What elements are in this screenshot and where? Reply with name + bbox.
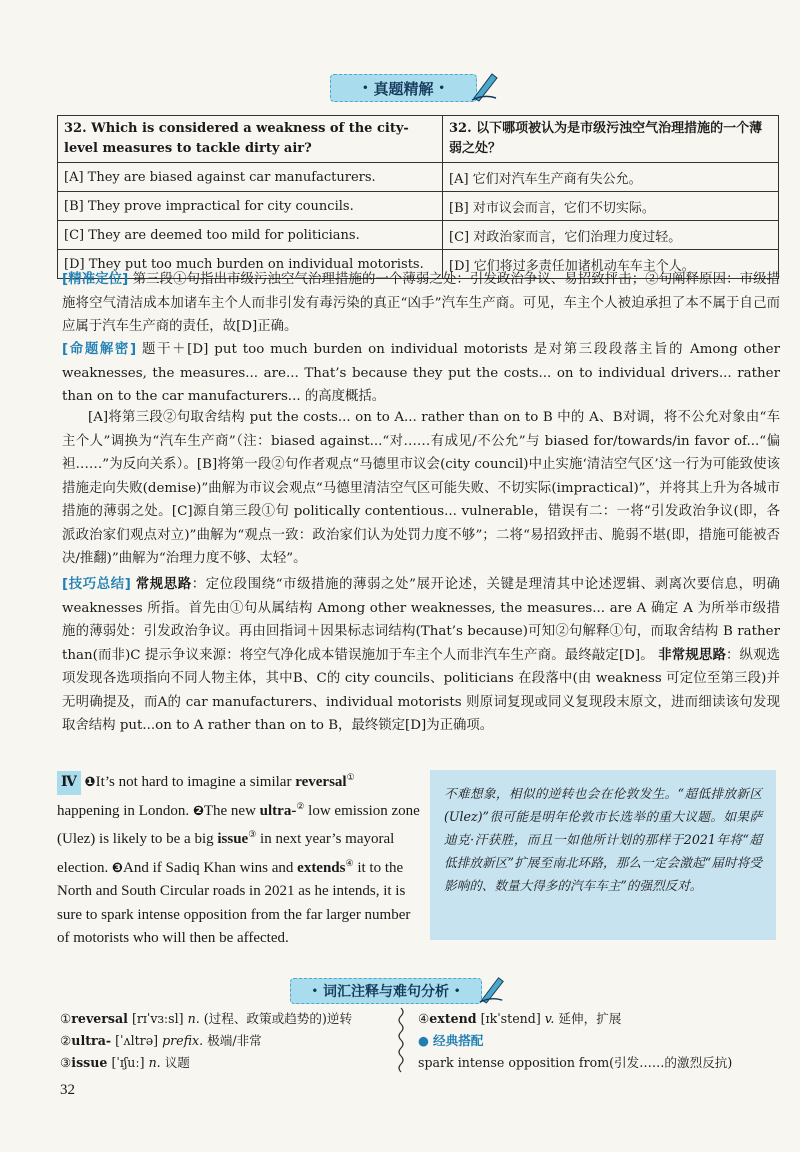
- vocab-title: 词汇注释与难句分析: [323, 984, 449, 1000]
- vocab-pos: n.: [187, 1011, 200, 1026]
- paragraph-numeral: Ⅳ: [57, 771, 81, 795]
- vocab-item: [418, 1008, 778, 1030]
- label-normal-approach: 常规思路: [135, 576, 192, 592]
- keyword-ultra: ultra-: [259, 802, 297, 819]
- question-en: 32. Which is considered a weakness of the city-level measures to tackle dirty air?: [58, 116, 443, 163]
- label-alt-approach: 非常规思路: [658, 646, 726, 663]
- option-b-en: [B] They prove impractical for city councils.: [58, 192, 443, 221]
- vocab-word: reversal: [71, 1011, 128, 1026]
- keyword-reversal: reversal: [295, 774, 347, 790]
- collocation-phrase: spark intense opposition from(引发……的激烈反抗): [418, 1055, 733, 1070]
- spiral-divider: [396, 1006, 406, 1076]
- tag-mingti: [命题解密]: [62, 342, 137, 357]
- table-row: [58, 221, 779, 250]
- page-number: 32: [60, 1082, 75, 1098]
- footnote-3: ③: [248, 829, 257, 839]
- sentence-3-text: And if Sadiq Khan wins and: [123, 859, 298, 876]
- vocab-def: (过程、政策或趋势的)逆转: [203, 1011, 353, 1026]
- vocab-def: 极端/非常: [207, 1033, 262, 1048]
- jiqiao-text-1: ：定位段围绕“市级措施的薄弱之处”展开论述，关键是理清其中论述逻辑、剥离次要信息，明确 weaknesses 所指。首先由①句从属结构 Among other weaknesses, the measures... are A 确定 A 为所举市级措施的薄弱处：引发政治争议。再由回指词＋因果标志词结构(That’s because)可知②句解释①句，而取舍结构 B rather than(而非)C 提示争议来源：将空气净化成本错误施加于车主个人而非汽车生产商。最终敲定[D]。: [62, 577, 780, 663]
- sentence-3-end: it to the North and South Circular roads in 2021 as he intends, it is sure to spark intense opposition from the far larger number of motorists who will then be affected.: [57, 859, 411, 946]
- question-table: [57, 115, 779, 279]
- footnote-1: ①: [346, 772, 355, 782]
- vocab-num: ②: [60, 1033, 72, 1048]
- keyword-issue: issue: [217, 831, 249, 847]
- sentence-2-text: The new: [203, 802, 260, 819]
- vocab-list-left: [60, 1008, 390, 1074]
- vocab-num: ①: [60, 1011, 72, 1026]
- sentence-1-end: happening in London.: [57, 802, 190, 819]
- table-row: [58, 192, 779, 221]
- pen-icon: [478, 972, 506, 1004]
- collocation-heading: [418, 1030, 778, 1052]
- section-title: 真题精解: [373, 79, 434, 98]
- option-a-zh: [A] 它们对汽车生产商有失公允。: [443, 163, 779, 192]
- table-row: [58, 163, 779, 192]
- footnote-2: ②: [296, 800, 305, 811]
- pen-icon: [470, 68, 500, 102]
- vocab-phonetic: [ˈɪʃuː]: [111, 1055, 145, 1070]
- option-d-zh: [D] 它们将过多责任加诸机动车车主个人。: [443, 250, 779, 279]
- vocab-phonetic: [ˈʌltrə]: [115, 1033, 159, 1048]
- jiqiao-text-2: ：纵观选项发现各选项指向不同人物主体，其中B、C的 city councils、politicians 在段落中(由 weakness 可定位至第三段)并无明确提及，而A的 car manufacturers、individual motorists 则原词复现或同义复现段末原文，进而细读该句发现取舍结构 put...on to A rather than on to B，最终锁定[D]为正确项。: [62, 647, 781, 733]
- option-a-en: [A] They are biased against car manufacturers.: [58, 163, 443, 192]
- vocab-item: [60, 1008, 390, 1030]
- vocab-phonetic: [rɪˈvɜːsl]: [131, 1011, 184, 1026]
- vocab-def: 延伸，扩展: [558, 1011, 622, 1026]
- mingti-paragraph-2: [62, 406, 780, 571]
- mingti-text-2: [A]将第三段②句取舍结构 put the costs... on to A... rather than on to B 中的 A、B对调，将不公允对象由“车主个人”调换为“汽车生产商”（注：biased against...“对……有成见/不公允”与 biased for/towards/in favor of...“偏袒……”为反向关系）。[B]将第一段②句作者观点“马德里市议会(city council)中止实施‘清洁空气区’这一行为可能致使该措施走向失败(demise)”曲解为市议会观点“马德里清洁空气区可能失败、不切实际(impractical)”，并将其上升为各城市措施的薄弱之处。[C]源自第三段①句 politically contentious... vulnerable，错误有二：一将“引发政治争议(即，各派政治家们观点对立)”曲解为“观点一致：政治家们认为处罚力度不够”；二将“易招致抨击、脆弱不堪(即，措施可能被否决/推翻)”曲解为“治理力度不够、太轻”。: [62, 410, 780, 566]
- vocab-num: ③: [60, 1055, 72, 1070]
- footnote-4: ④: [345, 857, 354, 868]
- sentence-2-end: in next year’s mayoral election.: [57, 831, 395, 876]
- section-banner: • 真题精解 •: [330, 74, 477, 102]
- bullet-icon: ●: [418, 1033, 429, 1048]
- mingti-text-1: 题干＋[D] put too much burden on individual motorists 是对第三段段落主旨的 Among other weaknesses, the measures... are... That’s because they put the costs... on to individual drivers... rather than on to the car manufacturers... 的高度概括。: [62, 342, 780, 404]
- jingzhun-text: 第三段①句指出市级污浊空气治理措施的一个薄弱之处：引发政治争议、易招致抨击；②句阐释原因：市级措施将空气清洁成本加诸车主个人而非引发有毒污染的真正“凶手”汽车生产商。可见，车主个人被迫承担了本不属于自己而应属于汽车生产商的责任，故[D]正确。: [62, 272, 780, 334]
- tag-jiqiao: [技巧总结]: [62, 577, 131, 592]
- analysis-jiqiao: [62, 573, 780, 738]
- option-c-en: [C] They are deemed too mild for politicians.: [58, 221, 443, 250]
- sentence-1-marker: ❶: [84, 775, 96, 790]
- sentence-3-marker: ❸: [111, 860, 123, 876]
- passage-english: [57, 766, 420, 956]
- analysis-mingti: [62, 338, 780, 409]
- sentence-2-marker: ❷: [192, 803, 204, 819]
- question-zh: 32. 以下哪项被认为是市级污浊空气治理措施的一个薄弱之处？: [443, 116, 779, 163]
- vocab-def: 议题: [164, 1055, 190, 1070]
- vocab-item: [60, 1030, 390, 1052]
- sentence-1-text: It’s not hard to imagine a similar: [95, 774, 296, 790]
- translation-text: 不难想象，相似的逆转也会在伦敦发生。“超低排放新区(Ulez)”很可能是明年伦敦市长选举的重大议题。如果萨迪克·汗获胜，而且一如他所计划的那样于2021年将“超低排放新区”扩展至南北环路，那么一定会激起“届时将受影响的、数量大得多的汽车车主”的强烈反对。: [444, 786, 762, 893]
- vocab-word: ultra-: [71, 1033, 112, 1048]
- vocab-num: ④: [418, 1011, 430, 1026]
- vocab-pos: prefix.: [162, 1033, 204, 1048]
- sentence-2-mid: low emission zone (Ulez) is likely to be a big: [57, 802, 420, 847]
- vocab-word: extend: [429, 1011, 477, 1026]
- vocab-list-right: [418, 1008, 778, 1074]
- analysis-jingzhun: [62, 268, 780, 339]
- passage-translation: [430, 770, 776, 940]
- option-d-en: [D] They put too much burden on individual motorists.: [58, 250, 443, 279]
- keyword-extends: extends: [297, 859, 346, 876]
- option-c-zh: [C] 对政治家而言，它们治理力度过轻。: [443, 221, 779, 250]
- collocation-title: 经典搭配: [433, 1033, 484, 1048]
- vocab-banner: • 词汇注释与难句分析 •: [290, 978, 482, 1004]
- vocab-word: issue: [71, 1055, 108, 1070]
- vocab-item: [60, 1052, 390, 1074]
- vocab-pos: n.: [148, 1055, 161, 1070]
- option-b-zh: [B] 对市议会而言，它们不切实际。: [443, 192, 779, 221]
- vocab-phonetic: [ɪkˈstend]: [480, 1011, 541, 1026]
- vocab-pos: v.: [544, 1011, 555, 1026]
- table-row: [58, 116, 779, 163]
- tag-jingzhun: [精准定位]: [62, 272, 129, 287]
